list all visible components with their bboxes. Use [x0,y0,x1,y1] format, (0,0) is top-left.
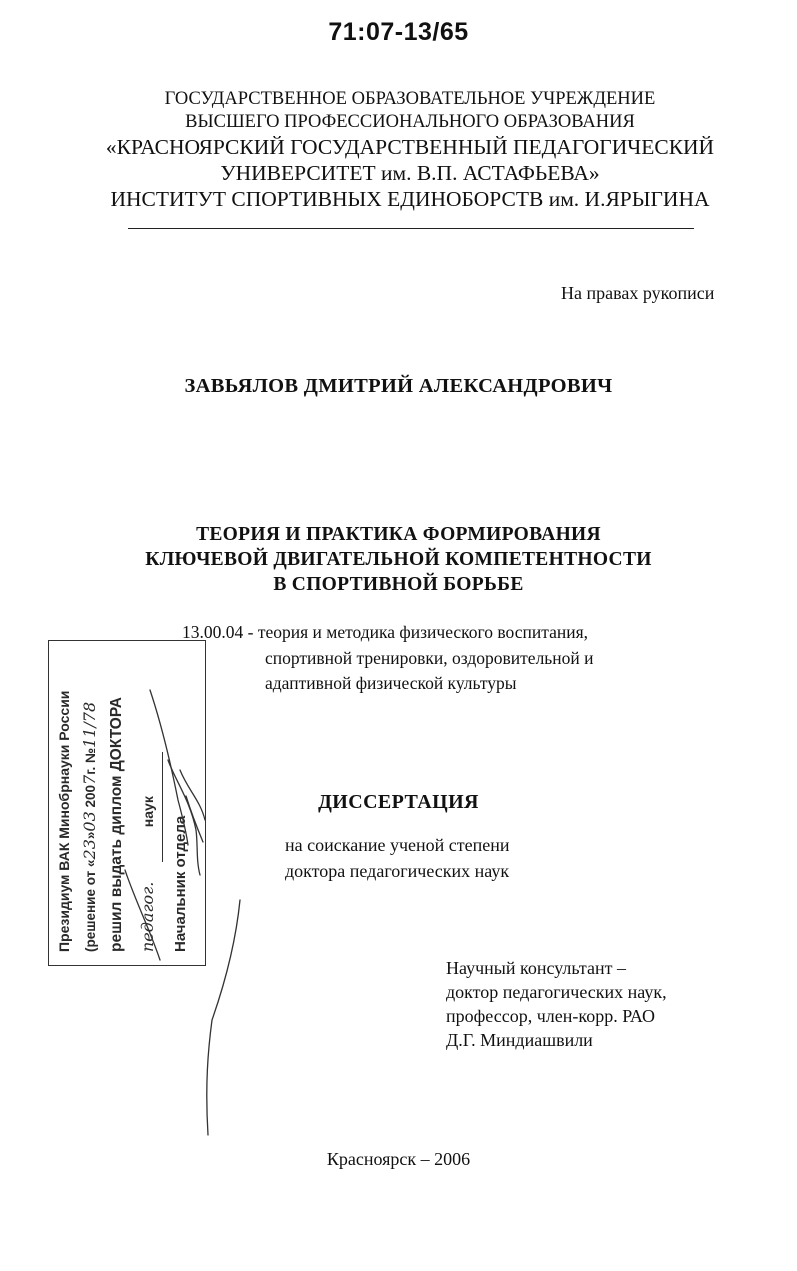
institution-line: ИНСТИТУТ СПОРТИВНЫХ ЕДИНОБОРСТВ им. И.ЯРЫГИНА [110,187,710,211]
title-line: ТЕОРИЯ И ПРАКТИКА ФОРМИРОВАНИЯ [196,524,601,545]
stamp-decision-year-suffix: 7 [80,774,99,785]
signature-stroke [207,900,240,1135]
vak-stamp [48,640,206,966]
stamp-decision-year-prefix: 200 [83,784,98,808]
stamp-science-suffix: наук [140,796,156,828]
institution-line: ВЫСШЕГО ПРОФЕССИОНАЛЬНОГО ОБРАЗОВАНИЯ [185,112,635,132]
institution-line: УНИВЕРСИТЕТ им. В.П. АСТАФЬЕВА» [220,161,600,185]
institution-line: «КРАСНОЯРСКИЙ ГОСУДАРСТВЕННЫЙ ПЕДАГОГИЧЕСКИЙ [105,135,715,159]
stamp-science-handwritten: педагог. [138,881,157,952]
manuscript-note: На правах рукописи [561,283,715,303]
stamp-line-presidium: Президиум ВАК Минобрнауки России [56,690,72,952]
stamp-line-science [138,796,157,952]
institution-line: ГОСУДАРСТВЕННОЕ ОБРАЗОВАТЕЛЬНОЕ УЧРЕЖДЕНИЕ [164,89,656,109]
stamp-decision-month: 03 [80,811,99,832]
stamp-decision-day: 23 [80,839,99,860]
consultant-block [446,956,667,1052]
document-type: ДИССЕРТАЦИЯ [318,791,479,813]
stamp-line-decision [80,702,99,952]
stamp-decision-num-prefix: г. № [83,747,98,775]
header-divider [128,228,694,229]
consultant-line: Д.Г. Миндиашвили [446,1030,593,1050]
degree-line: на соискание ученой степени [285,835,510,855]
degree-block [285,832,510,884]
consultant-line: Научный консультант – [446,958,626,978]
consultant-line: доктор педагогических наук, [446,982,667,1002]
stamp-decision-prefix: (решение от « [83,859,98,952]
thesis-title [0,522,797,597]
vak-stamp-text [52,648,202,958]
title-line: КЛЮЧЕВОЙ ДВИГАТЕЛЬНОЙ КОМПЕТЕНТНОСТИ [145,549,652,570]
stamp-decision-mid: » [83,831,98,840]
specialty-block [182,620,594,697]
stamp-underline [162,752,163,862]
stamp-line-diploma: решил выдать диплом ДОКТОРА [108,696,125,952]
author-name: ЗАВЬЯЛОВ ДМИТРИЙ АЛЕКСАНДРОВИЧ [184,375,613,397]
specialty-line: адаптивной физической культуры [265,673,517,693]
consultant-line: профессор, член-корр. РАО [446,1006,656,1026]
degree-line: доктора педагогических наук [285,861,510,881]
specialty-line: 13.00.04 - теория и методика физического воспитания, [182,622,589,642]
stamp-line-head: Начальник отдела [172,815,189,952]
institution-header [100,88,720,212]
catalog-number: 71:07-13/65 [328,18,469,46]
specialty-line: спортивной тренировки, оздоровительной и [265,647,594,668]
city-year: Красноярск – 2006 [326,1149,471,1169]
title-line: В СПОРТИВНОЙ БОРЬБЕ [273,574,524,595]
stamp-decision-number: 11/78 [80,701,99,748]
